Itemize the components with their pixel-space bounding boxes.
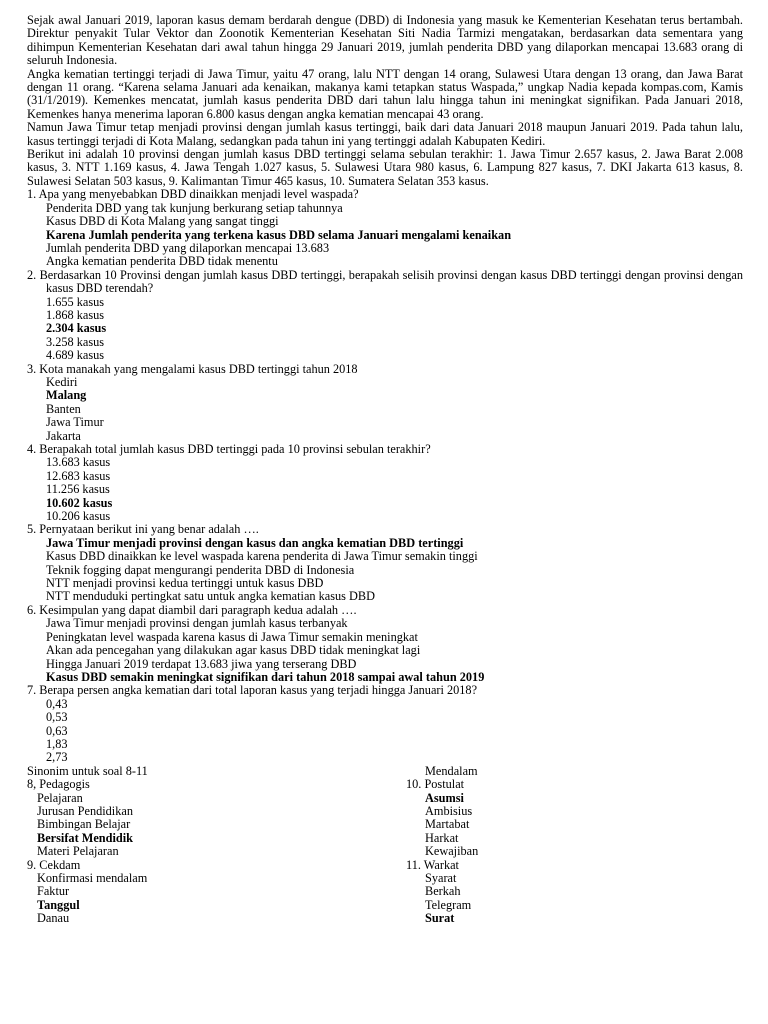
q7-option-d: 1,83 [46, 736, 68, 751]
q9-option-c-answer: Tanggul [37, 897, 80, 912]
q6-option-d: Hingga Januari 2019 terdapat 13.683 jiwa yang terserang DBD [46, 656, 357, 671]
question-2: 2. Berdasarkan 10 Provinsi dengan jumlah kasus DBD tertinggi, berapakah selisih provinsi dengan kasus DBD tertinggi dengan provinsi dengan kasus DBD terendah? [27, 267, 743, 296]
synonym-section [27, 765, 743, 935]
q2-option-c-answer: 2.304 kasus [46, 321, 107, 336]
question-7-options [27, 698, 743, 765]
question-9: 9. Cekdam [27, 857, 81, 872]
question-1-options [27, 202, 743, 269]
q8-option-c: Bimbingan Belajar [37, 817, 131, 832]
q3-option-d: Jawa Timur [46, 415, 104, 430]
q6-option-a: Jawa Timur menjadi provinsi dengan jumlah kasus terbanyak [46, 616, 348, 631]
question-5-options [27, 537, 743, 604]
question-3-options [27, 376, 743, 443]
q11-option-a: Syarat [425, 871, 457, 885]
q5-option-e: NTT menduduki pertingkat satu untuk angka kematian kasus DBD [46, 589, 375, 604]
synonym-left-column [27, 765, 387, 926]
q7-option-a: 0,43 [46, 696, 68, 711]
q9-option-b: Faktur [37, 884, 70, 899]
q4-option-c: 11.256 kasus [46, 482, 110, 497]
question-10: 10. Postulat [406, 777, 465, 792]
q4-option-b: 12.683 kasus [46, 468, 111, 483]
q3-option-e: Jakarta [46, 428, 81, 443]
q7-option-e: 2,73 [46, 750, 68, 765]
q10-option-d: Harkat [425, 830, 459, 845]
q1-option-a: Penderita DBD yang tak kunjung berkurang setiap tahunnya [46, 200, 343, 215]
question-7: 7. Berapa persen angka kematian dari total laporan kasus yang terjadi hingga Januari 2018? [27, 683, 478, 698]
q3-option-b-answer: Malang [46, 388, 87, 403]
article-paragraph-2: Angka kematian tertinggi terjadi di Jawa Timur, yaitu 47 orang, lalu NTT dengan 14 orang, Sulawesi Utara dengan 13 orang, dan Jawa Barat dengan 11 orang. “Karena selama Januari ada kenaikan, makanya kami tetapkan status Waspada,” ungkap Nadia kepada kompas.com, Kamis (31/1/2019). Kemenkes mencatat, jumlah kasus penderita DBD dari tahun lalu hingga tahun ini meningkat signifikan. Pada Januari 2018, Kemenkes hanya menerima laporan 6.800 kasus dengan angka kematian mencapai 43 orang. [27, 66, 743, 121]
article-paragraph-3: Namun Jawa Timur tetap menjadi provinsi dengan jumlah kasus tertinggi, baik dari data Januari 2018 maupun Januari 2019. Pada tahun lalu, kasus tertinggi terjadi di Kota Malang, sedangkan pada tahun ini yang tertinggi adalah Kabupaten Kediri. [27, 120, 743, 148]
q4-option-e: 10.206 kasus [46, 509, 111, 524]
q9-option-e: Mendalam [425, 763, 478, 778]
q10-option-b: Ambisius [425, 803, 473, 818]
question-2-options [27, 296, 743, 363]
q6-option-b: Peningkatan level waspada karena kasus di Jawa Timur semakin meningkat [46, 629, 418, 644]
article-paragraph-4: Berikut ini adalah 10 provinsi dengan jumlah kasus DBD tertinggi selama sebulan terakhir: 1. Jawa Timur 2.657 kasus, 2. Jawa Barat 2.008 kasus, 3. NTT 1.169 kasus, 4. Jawa Tengah 1.027 kasus, 5. Sulawesi Utara 980 kasus, 6. Lampung 827 kasus, 7. DKI Jakarta 613 kasus, 8. Sulawesi Selatan 503 kasus, 9. Kalimantan Timur 465 kasus, 10. Sumatera Selatan 353 kasus. [27, 147, 743, 188]
q5-option-b: Kasus DBD dinaikkan ke level waspada karena penderita di Jawa Timur semakin tinggi [46, 549, 478, 564]
q9-option-d: Danau [37, 911, 70, 926]
q1-option-c-answer: Karena Jumlah penderita yang terkena kasus DBD selama Januari mengalami kenaikan [46, 227, 512, 242]
q2-option-b: 1.868 kasus [46, 307, 105, 322]
q3-option-a: Kediri [46, 374, 78, 389]
q1-option-e: Angka kematian penderita DBD tidak menentu [46, 254, 278, 269]
q6-option-e-answer: Kasus DBD semakin meningkat signifikan dari tahun 2018 sampai awal tahun 2019 [46, 669, 485, 684]
q10-option-e: Kewajiban [425, 844, 479, 859]
q9-option-a: Konfirmasi mendalam [37, 871, 148, 885]
synonym-right-column [406, 765, 736, 926]
q11-option-d-answer: Surat [425, 911, 455, 926]
q5-option-a-answer: Jawa Timur menjadi provinsi dengan kasus dan angka kematian DBD tertinggi [46, 535, 464, 550]
q2-option-d: 3.258 kasus [46, 334, 105, 349]
q5-option-c: Teknik fogging dapat mengurangi penderita DBD di Indonesia [46, 562, 355, 577]
synonym-heading: Sinonim untuk soal 8-11 [27, 763, 148, 778]
question-8: 8, Pedagogis [27, 777, 90, 792]
q1-option-d: Jumlah penderita DBD yang dilaporkan mencapai 13.683 [46, 240, 330, 255]
question-4: 4. Berapakah total jumlah kasus DBD tertinggi pada 10 provinsi sebulan terakhir? [27, 442, 431, 456]
q11-option-c: Telegram [425, 897, 472, 912]
q8-option-a: Pelajaran [37, 790, 83, 805]
q8-option-b: Jurusan Pendidikan [37, 803, 133, 818]
q2-option-e: 4.689 kasus [46, 348, 105, 363]
q3-option-c: Banten [46, 401, 81, 416]
q10-option-a-answer: Asumsi [425, 790, 464, 805]
article-paragraph-1: Sejak awal Januari 2019, laporan kasus demam berdarah dengue (DBD) di Indonesia yang masuk ke Kementerian Kesehatan terus bertambah. Direktur penyakit Tular Vektor dan Zoonotik Kementerian Kesehatan Siti Nadia Tarmizi mengatakan, berdasarkan data sementara yang dihimpun Kementerian Kesehatan dari awal tahun hingga 29 Januari 2019, jumlah penderita DBD yang dilaporkan mencapai 13.683 orang di seluruh Indonesia. [27, 13, 743, 68]
q5-option-d: NTT menjadi provinsi kedua tertinggi untuk kasus DBD [46, 576, 324, 591]
question-4-options [27, 456, 743, 523]
q8-option-e: Materi Pelajaran [37, 844, 119, 859]
document-content [27, 14, 743, 935]
q8-option-d-answer: Bersifat Mendidik [37, 830, 133, 845]
q4-option-d-answer: 10.602 kasus [46, 495, 113, 510]
question-1: 1. Apa yang menyebabkan DBD dinaikkan menjadi level waspada? [27, 187, 359, 202]
q7-option-b: 0,53 [46, 710, 68, 725]
question-6: 6. Kesimpulan yang dapat diambil dari paragraph kedua adalah …. [27, 602, 357, 617]
question-6-options [27, 617, 743, 684]
q6-option-c: Akan ada pencegahan yang dilakukan agar kasus DBD tidak meningkat lagi [46, 643, 421, 658]
question-11: 11. Warkat [406, 857, 459, 872]
q11-option-b: Berkah [425, 884, 461, 899]
q2-option-a: 1.655 kasus [46, 294, 105, 309]
q1-option-b: Kasus DBD di Kota Malang yang sangat tinggi [46, 214, 279, 229]
q7-option-c: 0,63 [46, 723, 68, 738]
question-5: 5. Pernyataan berikut ini yang benar adalah …. [27, 522, 259, 537]
q4-option-a: 13.683 kasus [46, 455, 111, 470]
question-3: 3. Kota manakah yang mengalami kasus DBD tertinggi tahun 2018 [27, 361, 358, 376]
q10-option-c: Martabat [425, 817, 470, 832]
